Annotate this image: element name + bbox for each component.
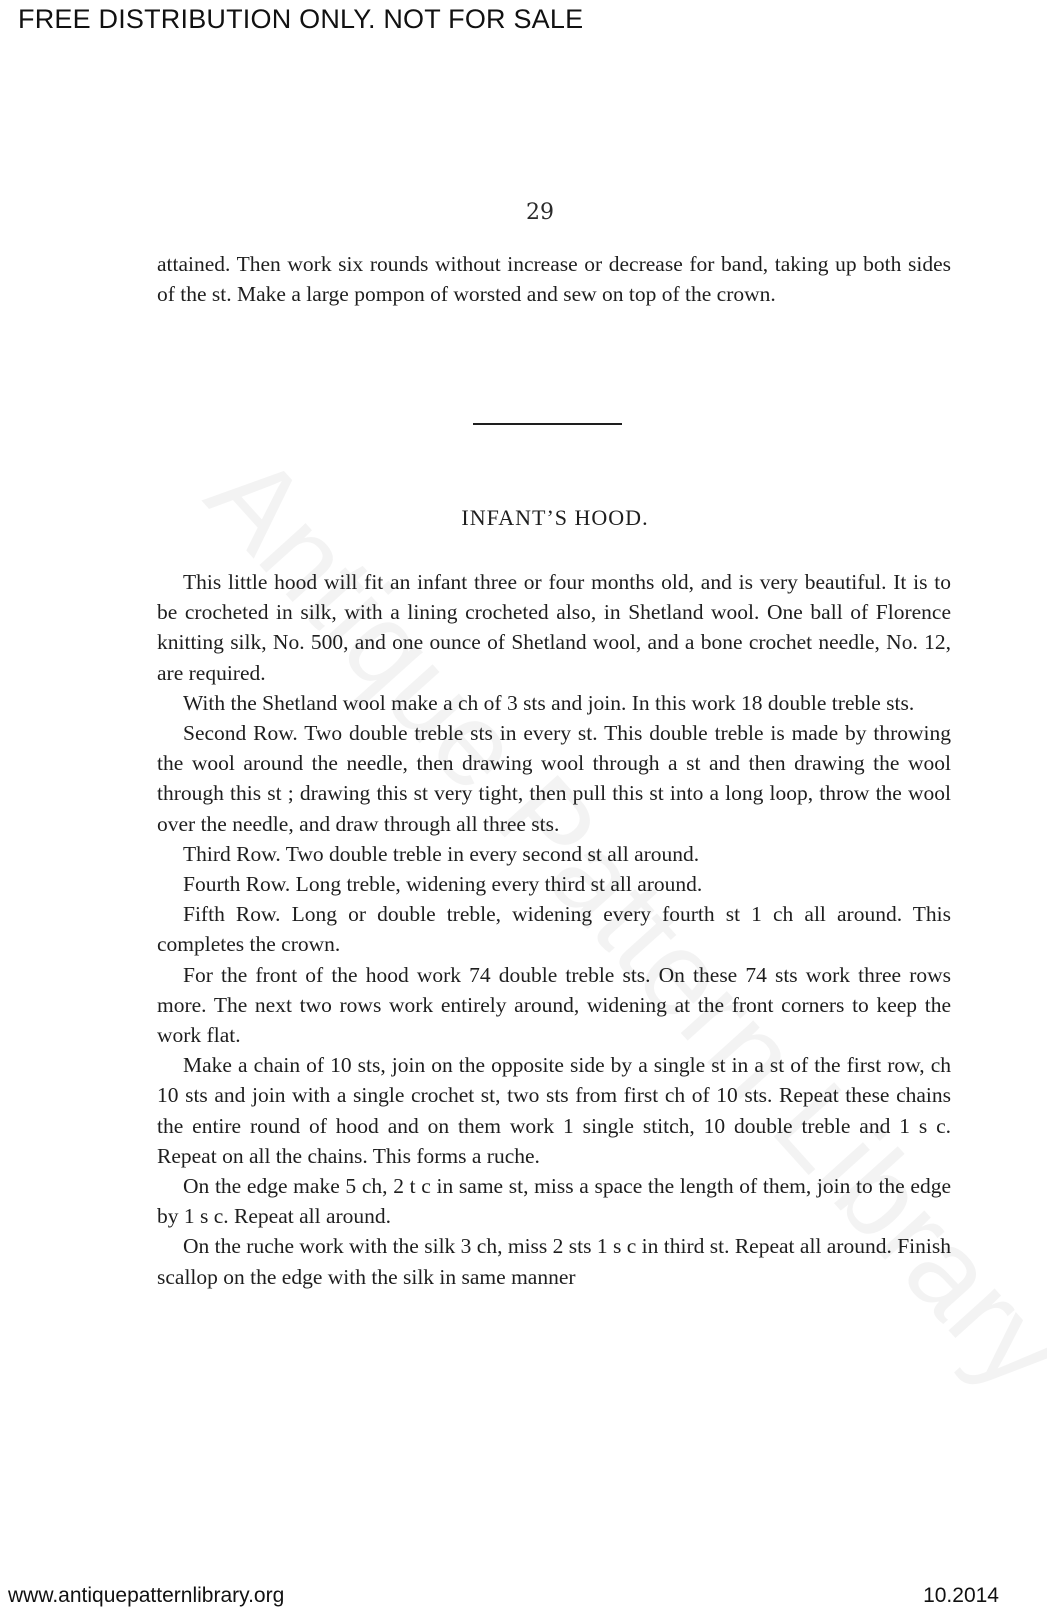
paragraph: This little hood will fit an infant three or four months old, and is very beautiful. It is to be crocheted in silk, with a lining crocheted also, in Shetland wool. One ball of Florence knitting silk, No. 500, and one ounce of Shetland wool, and a bone crochet needle, No. 12, are required. [157, 570, 951, 685]
footer-date: 10.2014 [923, 1584, 999, 1607]
paragraph: On the ruche work with the silk 3 ch, miss 2 sts 1 s c in third st. Repeat all around. Finish scallop on the edge with the silk in same manner [157, 1234, 951, 1289]
paragraph: Fifth Row. Long or double treble, widening every fourth st 1 ch all around. This completes the crown. [157, 902, 951, 957]
page-number: 29 [526, 200, 554, 225]
paragraph: With the Shetland wool make a ch of 3 sts and join. In this work 18 double treble sts. [183, 690, 915, 715]
section-heading: INFANT’S HOOD. [461, 505, 649, 530]
paragraph: Second Row. Two double treble sts in every st. This double treble is made by throwing the wool around the needle, then drawing wool through a st and then drawing the wool through this st ; drawing this st very tight, then pull this st into a long loop, throw the wool over the needle, and draw through all three sts. [157, 721, 951, 836]
intro-paragraph: attained. Then work six rounds without increase or decrease for band, taking up both sides of the st. Make a large pompon of worsted and sew on top of the crown. [157, 252, 951, 307]
paragraph: Third Row. Two double treble in every second st all around. [183, 841, 700, 866]
section-divider [473, 423, 622, 425]
distribution-banner: FREE DISTRIBUTION ONLY. NOT FOR SALE [18, 4, 584, 34]
intro-paragraph-block [157, 249, 951, 309]
paragraph: For the front of the hood work 74 double treble sts. On these 74 sts work three rows more. The next two rows work entirely around, widening at the front corners to keep the work flat. [157, 962, 951, 1048]
paragraph: Fourth Row. Long treble, widening every third st all around. [183, 872, 703, 897]
footer-url: www.antiquepatternlibrary.org [8, 1584, 285, 1607]
paragraph: Make a chain of 10 sts, join on the opposite side by a single st in a st of the first row, ch 10 sts and join with a single crochet st, two sts from first ch of 10 sts. Repeat these chains the entire round of hood and on them work 1 single stitch, 10 double treble and 1 s c. Repeat on all the chains. This forms a ruche. [157, 1053, 951, 1168]
paragraph: On the edge make 5 ch, 2 t c in same st, miss a space the length of them, join to the edge by 1 s c. Repeat all around. [157, 1174, 951, 1229]
instructions-body [157, 567, 951, 1292]
